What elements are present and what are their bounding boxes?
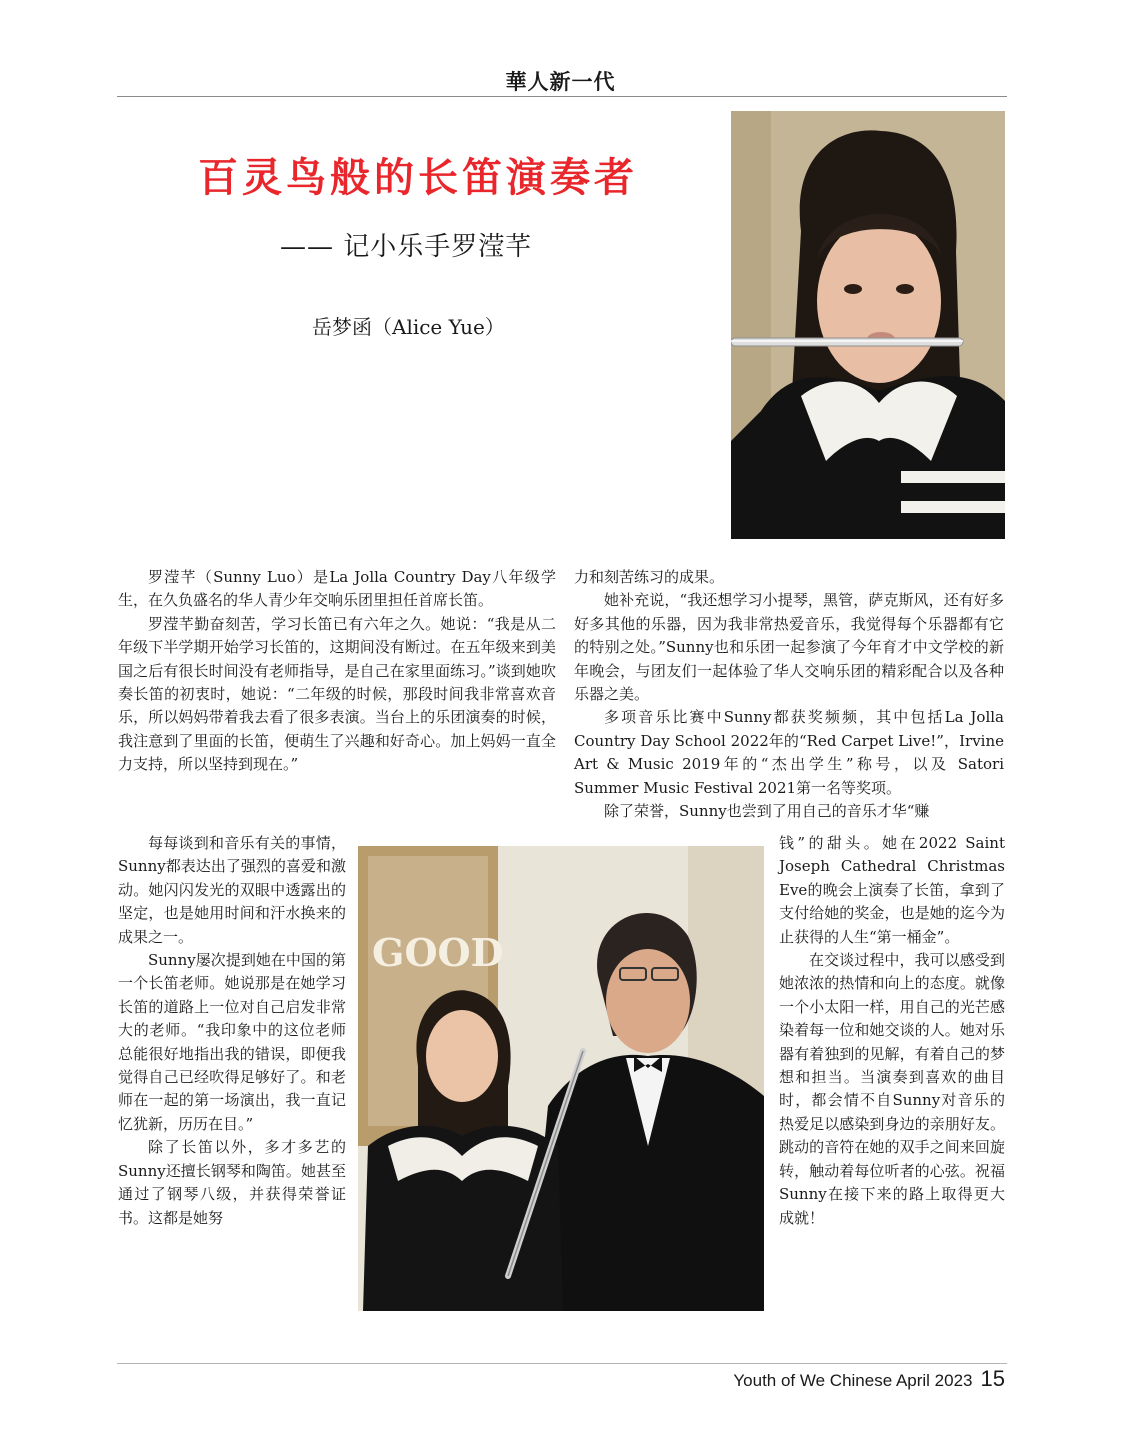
portrait-illustration xyxy=(731,111,1005,539)
paragraph: 罗滢芊勤奋刻苦，学习长笛已有六年之久。她说：“我是从二年级下半学期开始学习长笛的，这期间没有断过。在五年级来到美国之后有很长时间没有老师指导，是自己在家里面练习。”谈到她吹奏长笛的初衷时，她说：“二年级的时候，那段时间我非常喜欢音乐，所以妈妈带着我去看了很多表演。当台上的乐团演奏的时候，我注意到了里面的长笛，便萌生了兴趣和好奇心。加上妈妈一直全力支持，所以坚持到现在。” xyxy=(118,614,556,774)
photo-flute-portrait xyxy=(731,111,1005,539)
paragraph: 钱”的甜头。她在2022 Saint Joseph Cathedral Christmas Eve的晚会上演奏了长笛，拿到了支付给她的奖金，也是她的迄今为止获得的人生“第一桶金”。 xyxy=(779,834,1005,946)
article-title: 百灵鸟般的长笛演奏者 xyxy=(198,155,638,201)
page-number: 15 xyxy=(980,1366,1005,1391)
paragraph: 力和刻苦练习的成果。 xyxy=(574,568,725,586)
publication-info: Youth of We Chinese April 2023 xyxy=(733,1371,973,1390)
article-author: 岳梦函（Alice Yue） xyxy=(312,315,505,339)
paragraph: Sunny屡次提到她在中国的第一个长笛老师。她说那是在她学习长笛的道路上一位对自己启发非常大的老师。“我印象中的这位老师总能很好地指出我的错误，即便我觉得自己已经吹得足够好了。和老师在一起的第一场演出，我一直记忆犹新，历历在目。” xyxy=(118,951,346,1133)
photo-with-teacher xyxy=(358,846,764,1311)
paragraph: 多项音乐比赛中Sunny都获奖频频，其中包括La Jolla Country Day School 2022年的“Red Carpet Live!”，Irvine Art & Music 2019年的“杰出学生”称号，以及 Satori Summer Music Festival 2021第一名等奖项。 xyxy=(574,708,1004,797)
article-column-right xyxy=(574,566,1004,823)
article-subtitle: —— 记小乐手罗滢芊 xyxy=(280,232,533,262)
wall-sign-text: GOOD xyxy=(372,930,504,975)
paragraph: 罗滢芊（Sunny Luo）是La Jolla Country Day八年级学生，在久负盛名的华人青少年交响乐团里担任首席长笛。 xyxy=(118,568,556,610)
page-footer xyxy=(733,1366,1005,1392)
paragraph: 除了长笛以外，多才多艺的Sunny还擅长钢琴和陶笛。她甚至通过了钢琴八级，并获得荣誉证书。这都是她努 xyxy=(118,1138,346,1227)
article-column-left-narrow xyxy=(118,832,346,1230)
header-rule xyxy=(117,96,1007,97)
section-header: 華人新一代 xyxy=(505,70,616,94)
article-column-left xyxy=(118,566,556,777)
article-column-right-narrow xyxy=(779,832,1005,1230)
paragraph: 在交谈过程中，我可以感受到她浓浓的热情和向上的态度。就像一个小太阳一样，用自己的光芒感染着每一位和她交谈的人。她对乐器有着独到的见解，有着自己的梦想和担当。当演奏到喜欢的曲目时，都会情不自Sunny对音乐的热爱足以感染到身边的亲朋好友。跳动的音符在她的双手之间来回旋转，触动着每位听者的心弦。祝福Sunny在接下来的路上取得更大成就！ xyxy=(779,951,1005,1227)
paragraph: 她补充说，“我还想学习小提琴，黑管，萨克斯风，还有好多好多其他的乐器，因为我非常热爱音乐，我觉得每个乐器都有它的特别之处。”Sunny也和乐团一起参演了今年育才中文学校的新年晚会，与团友们一起体验了华人交响乐团的精彩配合以及各种乐器之美。 xyxy=(574,591,1004,704)
paragraph: 每每谈到和音乐有关的事情，Sunny都表达出了强烈的喜爱和激动。她闪闪发光的双眼中透露出的坚定，也是她用时间和汗水换来的成果之一。 xyxy=(118,834,346,946)
teacher-photo-illustration xyxy=(358,846,764,1311)
paragraph: 除了荣誉，Sunny也尝到了用自己的音乐才华“赚 xyxy=(604,802,930,821)
footer-rule xyxy=(117,1363,1007,1364)
